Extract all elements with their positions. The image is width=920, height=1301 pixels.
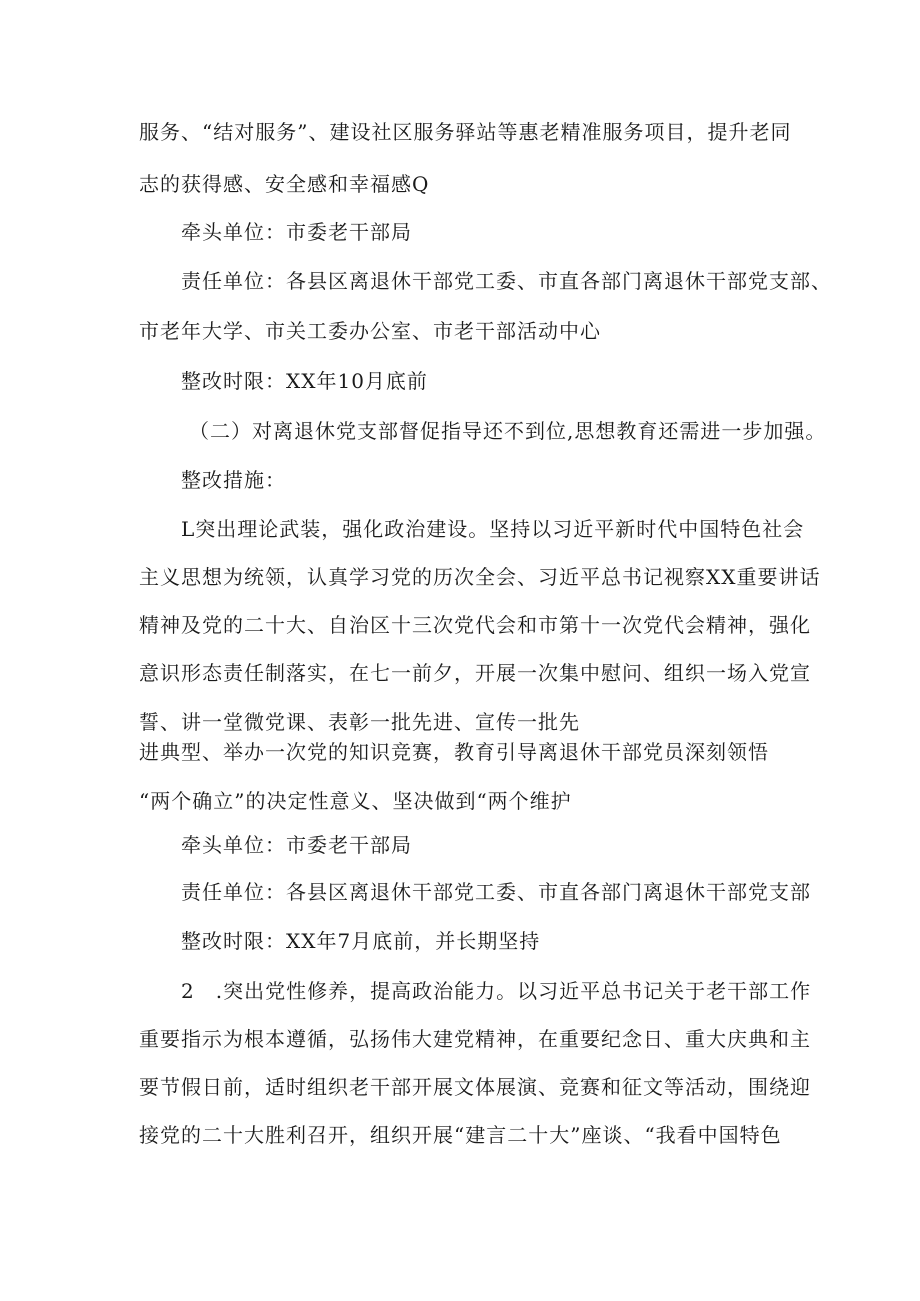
paragraph-line: 接党的二十大胜利召开，组织开展“建言二十大”座谈、“我看中国特色	[139, 1123, 782, 1147]
paragraph-line: 主义思想为统领，认真学习党的历次全会、习近平总书记视察XX重要讲话	[139, 565, 821, 589]
paragraph-line: 服务、“结对服务”、建设社区服务驿站等惠老精准服务项目，提升老同	[139, 120, 792, 144]
paragraph-line: L突出理论武装，强化政治建设。坚持以习近平新时代中国特色社会	[181, 517, 805, 541]
paragraph-line: 2 .突出党性修养，提高政治能力。以习近平总书记关于老干部工作	[181, 979, 812, 1003]
responsible-unit-line: 责任单位：各县区离退休干部党工委、市直各部门离退休干部党支部、	[181, 269, 832, 293]
responsible-unit-line: 责任单位：各县区离退休干部党工委、市直各部门离退休干部党支部	[181, 880, 811, 904]
lead-unit-line: 牵头单位：市委老干部局	[181, 833, 412, 857]
measures-heading: 整改措施：	[181, 468, 286, 492]
paragraph-line: 进典型、举办一次党的知识竞赛，教育引导离退休干部党员深刻领悟	[139, 740, 769, 764]
deadline-line: 整改时限：XX年7月底前，并长期坚持	[181, 929, 541, 953]
paragraph-line: 志的获得感、安全感和幸福感Q	[139, 172, 430, 196]
deadline-line: 整改时限：XX年10月底前	[181, 369, 428, 393]
lead-unit-line: 牵头单位：市委老干部局	[181, 220, 412, 244]
paragraph-line: 精神及党的二十大、自治区十三次党代会和市第十一次党代会精神，强化	[139, 613, 811, 637]
paragraph-line: 意识形态责任制落实，在七一前夕，开展一次集中慰问、组织一场入党宣	[139, 661, 811, 685]
paragraph-line: 市老年大学、市关工委办公室、市老干部活动中心	[139, 319, 601, 343]
paragraph-line: 重要指示为根本遵循，弘扬伟大建党精神，在重要纪念日、重大庆典和主	[139, 1027, 811, 1051]
paragraph-line: 誓、讲一堂微党课、表彰一批先进、宣传一批先	[139, 710, 580, 734]
paragraph-line: “两个确立”的决定性意义、坚决做到“两个维护	[139, 789, 572, 813]
section-heading: （二）对离退休党支部督促指导还不到位,思想教育还需进一步加强。	[189, 419, 827, 443]
paragraph-line: 要节假日前，适时组织老干部开展文体展演、竞赛和征文等活动，围绕迎	[139, 1075, 811, 1099]
